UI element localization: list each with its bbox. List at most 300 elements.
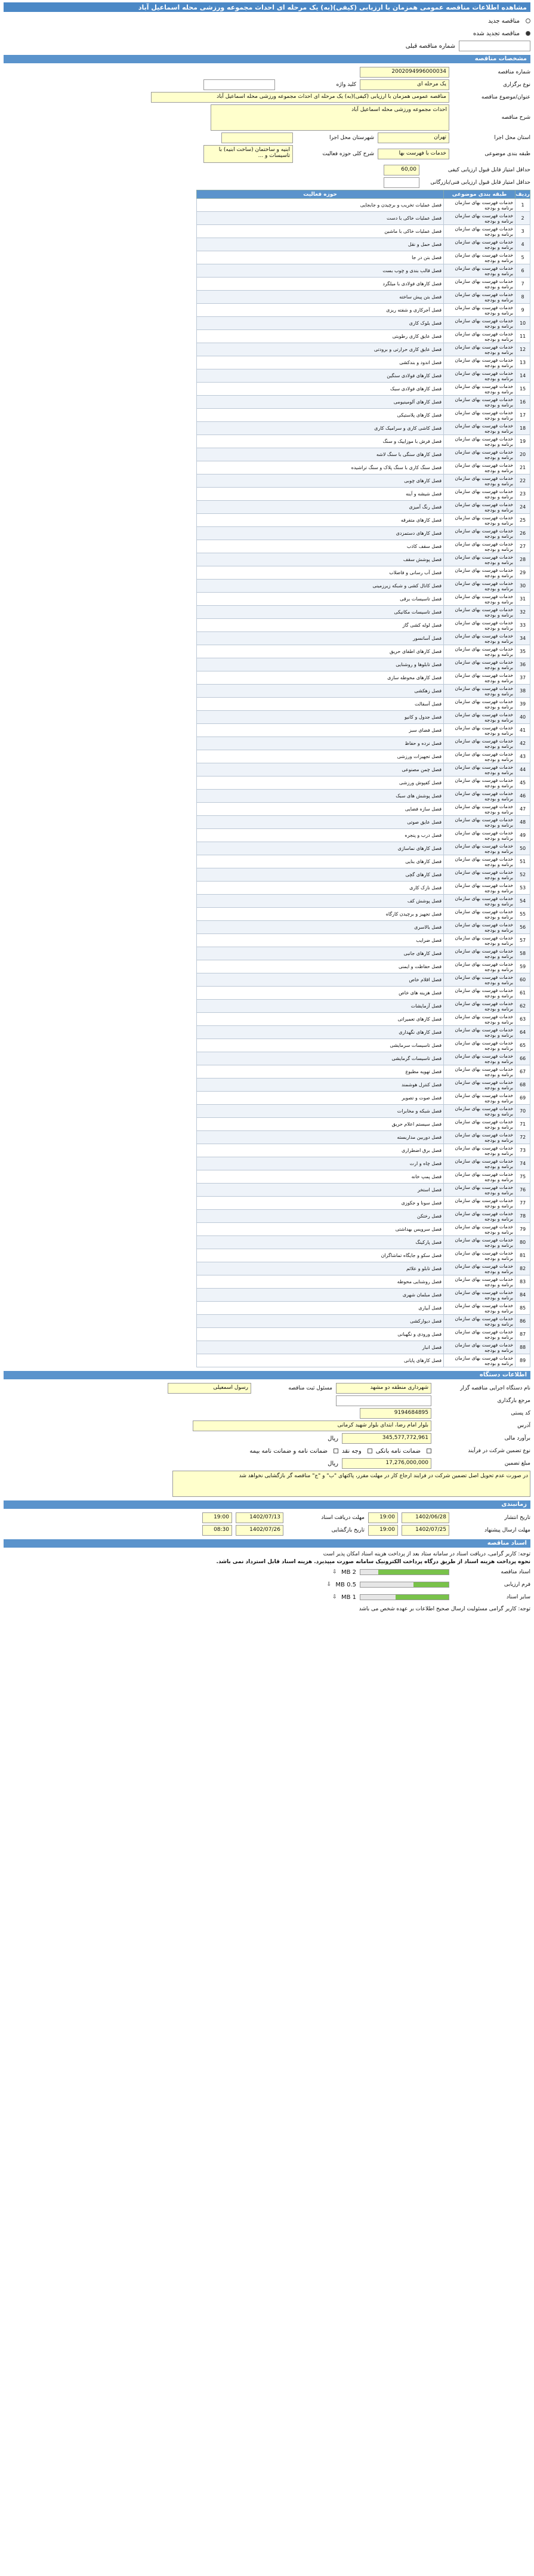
row-group: فصل عایق صوتی <box>197 816 444 829</box>
download-icon[interactable]: ⇩ <box>332 1569 337 1575</box>
row-group: فصل تهویه مطبوع <box>197 1065 444 1079</box>
row-index: 60 <box>516 973 530 987</box>
table-row <box>197 435 530 448</box>
row-index: 40 <box>516 711 530 724</box>
row-index: 37 <box>516 671 530 685</box>
row-index: 82 <box>516 1262 530 1275</box>
row-class: خدمات فهرست بهای سازمان برنامه و بودجه <box>444 1026 516 1039</box>
file1-size: 2 MB <box>341 1569 356 1576</box>
table-row <box>197 987 530 1000</box>
row-index: 52 <box>516 868 530 882</box>
org-name-label: نام دستگاه اجرایی مناقصه گزار <box>460 1385 530 1391</box>
org-address-label: آدرس <box>517 1423 530 1429</box>
row-index: 2 <box>516 212 530 225</box>
row-index: 46 <box>516 790 530 803</box>
table-row <box>197 1184 530 1197</box>
row-index: 85 <box>516 1302 530 1315</box>
header-class: طبقه بندی موضوعی <box>444 190 516 199</box>
amount-currency: ریال <box>328 1460 338 1467</box>
row-group: فصل دیوارکشی <box>197 1315 444 1328</box>
row-index: 79 <box>516 1223 530 1236</box>
guarantee-cash-checkbox[interactable] <box>368 1449 372 1453</box>
table-row <box>197 842 530 855</box>
publish-date: 1402/06/28 <box>402 1512 449 1523</box>
row-index: 28 <box>516 553 530 566</box>
opening-time: 08:30 <box>202 1525 232 1536</box>
row-group: فصل صوت و تصویر <box>197 1092 444 1105</box>
doc-deadline-label: مهلت دریافت اسناد <box>321 1515 365 1521</box>
row-class: خدمات فهرست بهای سازمان برنامه و بودجه <box>444 1354 516 1367</box>
org-address-field: بلوار امام رضا، ابتدای بلوار شهید کرمانی <box>193 1421 431 1431</box>
estimate-label: برآورد مالی <box>504 1435 530 1441</box>
row-class: خدمات فهرست بهای سازمان برنامه و بودجه <box>444 895 516 908</box>
row-group: فصل نرده و حفاظ <box>197 737 444 750</box>
guarantee-row <box>4 1446 530 1456</box>
row-group: فصل تاسیسات گرمایشی <box>197 1052 444 1065</box>
guarantee-insurance-checkbox[interactable] <box>334 1449 338 1453</box>
table-row <box>197 1144 530 1157</box>
row-group: فصل کارهای گچی <box>197 868 444 882</box>
table-row <box>197 278 530 291</box>
row-index: 27 <box>516 540 530 553</box>
row-index: 50 <box>516 842 530 855</box>
row-index: 62 <box>516 1000 530 1013</box>
row-group: فصل کارهای جانبی <box>197 947 444 960</box>
row-group: فصل کارهای فولادی سبک <box>197 383 444 396</box>
row-index: 63 <box>516 1013 530 1026</box>
row-class: خدمات فهرست بهای سازمان برنامه و بودجه <box>444 711 516 724</box>
row-index: 8 <box>516 291 530 304</box>
min-score-row <box>4 165 530 175</box>
row-class: خدمات فهرست بهای سازمان برنامه و بودجه <box>444 396 516 409</box>
row-class: خدمات فهرست بهای سازمان برنامه و بودجه <box>444 1249 516 1262</box>
row-class: خدمات فهرست بهای سازمان برنامه و بودجه <box>444 1000 516 1013</box>
row-group: فصل کاشی کاری و سرامیک کاری <box>197 422 444 435</box>
table-row <box>197 947 530 960</box>
row-group: فصل آزمایشات <box>197 1000 444 1013</box>
table-row <box>197 540 530 553</box>
row-group: فصل چاه و ارت <box>197 1157 444 1170</box>
row-index: 5 <box>516 251 530 264</box>
row-class: خدمات فهرست بهای سازمان برنامه و بودجه <box>444 645 516 658</box>
row-class: خدمات فهرست بهای سازمان برنامه و بودجه <box>444 1013 516 1026</box>
row-class: خدمات فهرست بهای سازمان برنامه و بودجه <box>444 987 516 1000</box>
table-row <box>197 448 530 461</box>
table-row <box>197 264 530 278</box>
row-group: فصل درب و پنجره <box>197 829 444 842</box>
row-class: خدمات فهرست بهای سازمان برنامه و بودجه <box>444 1223 516 1236</box>
row-group: فصل لوله کشی گاز <box>197 619 444 632</box>
row-index: 26 <box>516 527 530 540</box>
guarantee-bank-checkbox[interactable] <box>427 1449 431 1453</box>
row-index: 74 <box>516 1157 530 1170</box>
row-group: فصل تابلو و علائم <box>197 1262 444 1275</box>
row-group: فصل برق اضطراری <box>197 1144 444 1157</box>
docs-note-2: نحوه پرداخت هزینه اسناد از طریق درگاه پرداخت الکترونیک سامانه صورت میپذیرد. هزینه اسناد قابل استرداد نمی باشد. <box>216 1559 530 1565</box>
table-row <box>197 1000 530 1013</box>
table-row <box>197 291 530 304</box>
keyword-field[interactable] <box>203 79 275 90</box>
table-row <box>197 1354 530 1367</box>
file3-row <box>4 1592 530 1603</box>
previous-tender-row <box>4 41 530 51</box>
row-class: خدمات فهرست بهای سازمان برنامه و بودجه <box>444 461 516 474</box>
row-class: خدمات فهرست بهای سازمان برنامه و بودجه <box>444 737 516 750</box>
table-row <box>197 304 530 317</box>
row-class: خدمات فهرست بهای سازمان برنامه و بودجه <box>444 1341 516 1354</box>
table-row <box>197 1223 530 1236</box>
row-group: فصل فرش با موزاییک و سنگ <box>197 435 444 448</box>
row-group: فصل کارهای چوبی <box>197 474 444 488</box>
row-class: خدمات فهرست بهای سازمان برنامه و بودجه <box>444 251 516 264</box>
row-index: 72 <box>516 1131 530 1144</box>
row-group: فصل شیشه و آینه <box>197 488 444 501</box>
row-index: 39 <box>516 698 530 711</box>
row-index: 49 <box>516 829 530 842</box>
org-postal-field: 9194684895 <box>360 1408 431 1419</box>
table-row <box>197 619 530 632</box>
table-row <box>197 1275 530 1289</box>
row-index: 57 <box>516 934 530 947</box>
docs-note-1: توجه: کاربر گرامی، دریافت اسناد در سامانه ستاد بعد از پرداخت هزینه اسناد امکان پذیر است <box>323 1551 530 1557</box>
table-row <box>197 514 530 527</box>
row-index: 88 <box>516 1341 530 1354</box>
row-index: 55 <box>516 908 530 921</box>
row-index: 10 <box>516 317 530 330</box>
offer-deadline-label: مهلت ارسال پیشنهاد <box>484 1527 530 1533</box>
row-index: 77 <box>516 1197 530 1210</box>
doc-deadline-date: 1402/07/13 <box>236 1512 283 1523</box>
table-row <box>197 251 530 264</box>
description-field: احداث مجموعه ورزشی محله اسماعیل آباد <box>211 104 449 131</box>
min-score-label: حداقل امتیاز قابل قبول ارزیابی کیفی <box>447 167 530 173</box>
row-group: فصل کارهای نماسازی <box>197 842 444 855</box>
row-class: خدمات فهرست بهای سازمان برنامه و بودجه <box>444 882 516 895</box>
table-row <box>197 1039 530 1052</box>
tender-number-label: شماره مناقصه <box>498 69 530 75</box>
row-index: 43 <box>516 750 530 763</box>
keyword-label: کلید واژه <box>336 82 356 88</box>
table-row <box>197 711 530 724</box>
row-index: 64 <box>516 1026 530 1039</box>
row-index: 75 <box>516 1170 530 1184</box>
row-class: خدمات فهرست بهای سازمان برنامه و بودجه <box>444 1079 516 1092</box>
row-class: خدمات فهرست بهای سازمان برنامه و بودجه <box>444 816 516 829</box>
row-index: 41 <box>516 724 530 737</box>
table-row <box>197 606 530 619</box>
row-index: 81 <box>516 1249 530 1262</box>
tender-number-row <box>4 67 530 78</box>
table-row <box>197 1013 530 1026</box>
table-row <box>197 763 530 777</box>
table-row <box>197 501 530 514</box>
group-desc-label: شرح کلی حوزه فعالیت <box>322 151 374 157</box>
row-index: 61 <box>516 987 530 1000</box>
table-row <box>197 474 530 488</box>
row-index: 13 <box>516 356 530 369</box>
org-ref-row <box>4 1395 530 1406</box>
publish-label: تاریخ انتشار <box>504 1515 530 1521</box>
row-group: فصل سکو و جایگاه تماشاگران <box>197 1249 444 1262</box>
row-class: خدمات فهرست بهای سازمان برنامه و بودجه <box>444 1118 516 1131</box>
org-unit-label: مسئول ثبت مناقصه <box>288 1385 332 1391</box>
row-index: 76 <box>516 1184 530 1197</box>
row-class: خدمات فهرست بهای سازمان برنامه و بودجه <box>444 606 516 619</box>
row-class: خدمات فهرست بهای سازمان برنامه و بودجه <box>444 934 516 947</box>
row-index: 44 <box>516 763 530 777</box>
row-group: فصل تاسیسات مکانیکی <box>197 606 444 619</box>
table-row <box>197 1092 530 1105</box>
row-class: خدمات فهرست بهای سازمان برنامه و بودجه <box>444 1197 516 1210</box>
row-index: 14 <box>516 369 530 383</box>
table-row <box>197 816 530 829</box>
row-index: 71 <box>516 1118 530 1131</box>
section-docs: اسناد مناقصه <box>4 1539 530 1548</box>
table-row <box>197 1249 530 1262</box>
row-group: فصل پمپ خانه <box>197 1170 444 1184</box>
row-group: فصل سیستم اعلام حریق <box>197 1118 444 1131</box>
row-class: خدمات فهرست بهای سازمان برنامه و بودجه <box>444 278 516 291</box>
row-group: فصل تاسیسات برقی <box>197 593 444 606</box>
row-group: فصل عملیات تخریب و برچیدن و جابجایی <box>197 199 444 212</box>
file3-size: 1 MB <box>341 1594 356 1601</box>
row-class: خدمات فهرست بهای سازمان برنامه و بودجه <box>444 1065 516 1079</box>
row-group: فصل آسفالت <box>197 698 444 711</box>
table-row <box>197 829 530 842</box>
row-class: خدمات فهرست بهای سازمان برنامه و بودجه <box>444 960 516 973</box>
row-class: خدمات فهرست بهای سازمان برنامه و بودجه <box>444 212 516 225</box>
previous-tender-field[interactable] <box>459 41 530 51</box>
items-header-row <box>197 190 530 199</box>
org-unit-field: رسول اسمعیلی <box>168 1383 251 1394</box>
row-group: فصل اندود و بندکشی <box>197 356 444 369</box>
publish-row <box>4 1512 530 1523</box>
row-class: خدمات فهرست بهای سازمان برنامه و بودجه <box>444 199 516 212</box>
row-index: 4 <box>516 238 530 251</box>
row-class: خدمات فهرست بهای سازمان برنامه و بودجه <box>444 1092 516 1105</box>
description-label: شرح مناقصه <box>501 115 530 121</box>
row-group: فصل فضای سبز <box>197 724 444 737</box>
table-row <box>197 645 530 658</box>
row-index: 67 <box>516 1065 530 1079</box>
row-class: خدمات فهرست بهای سازمان برنامه و بودجه <box>444 304 516 317</box>
row-index: 66 <box>516 1052 530 1065</box>
row-class: خدمات فهرست بهای سازمان برنامه و بودجه <box>444 1289 516 1302</box>
row-index: 32 <box>516 606 530 619</box>
row-group: فصل سنگ کاری با سنگ پلاک و سنگ تراشیده <box>197 461 444 474</box>
row-group: فصل رنگ آمیزی <box>197 501 444 514</box>
row-index: 47 <box>516 803 530 816</box>
row-class: خدمات فهرست بهای سازمان برنامه و بودجه <box>444 488 516 501</box>
table-row <box>197 553 530 566</box>
row-index: 51 <box>516 855 530 868</box>
row-index: 18 <box>516 422 530 435</box>
row-index: 86 <box>516 1315 530 1328</box>
table-row <box>197 1105 530 1118</box>
row-group: فصل عایق کاری حرارتی و برودتی <box>197 343 444 356</box>
table-row <box>197 671 530 685</box>
row-index: 15 <box>516 383 530 396</box>
header-index: ردیف <box>516 191 530 198</box>
row-class: خدمات فهرست بهای سازمان برنامه و بودجه <box>444 501 516 514</box>
table-row <box>197 1315 530 1328</box>
row-group: فصل کارهای دستمزدی <box>197 527 444 540</box>
row-group: فصل پوشش های سبک <box>197 790 444 803</box>
publish-time: 19:00 <box>368 1512 398 1523</box>
row-class: خدمات فهرست بهای سازمان برنامه و بودجه <box>444 448 516 461</box>
row-group: فصل کارهای پایانی <box>197 1354 444 1367</box>
radio-new-icon[interactable] <box>526 19 530 23</box>
table-row <box>197 1118 530 1131</box>
org-name-row <box>4 1383 530 1394</box>
row-index: 23 <box>516 488 530 501</box>
row-class: خدمات فهرست بهای سازمان برنامه و بودجه <box>444 1328 516 1341</box>
row-group: فصل کارهای فولادی سنگین <box>197 369 444 383</box>
row-index: 6 <box>516 264 530 278</box>
row-group: فصل زهکشی <box>197 685 444 698</box>
row-group: فصل ضرایب <box>197 934 444 947</box>
row-group: فصل بلوک کاری <box>197 317 444 330</box>
radio-renewed-icon[interactable] <box>526 31 530 36</box>
row-index: 89 <box>516 1354 530 1367</box>
items-table <box>196 190 530 1367</box>
row-class: خدمات فهرست بهای سازمان برنامه و بودجه <box>444 1184 516 1197</box>
file2-progress <box>360 1582 449 1588</box>
row-group: فصل پوشش سقف <box>197 553 444 566</box>
subject-label: عنوان/موضوع مناقصه <box>481 94 530 100</box>
row-index: 3 <box>516 225 530 238</box>
row-index: 54 <box>516 895 530 908</box>
table-row <box>197 1157 530 1170</box>
row-group: فصل کنترل هوشمند <box>197 1079 444 1092</box>
row-index: 11 <box>516 330 530 343</box>
row-index: 16 <box>516 396 530 409</box>
row-group: فصل قالب بندی و چوب بست <box>197 264 444 278</box>
download-icon[interactable]: ⇩ <box>332 1594 337 1600</box>
row-class: خدمات فهرست بهای سازمان برنامه و بودجه <box>444 566 516 580</box>
row-class: خدمات فهرست بهای سازمان برنامه و بودجه <box>444 724 516 737</box>
table-row <box>197 212 530 225</box>
amount-row <box>4 1458 530 1469</box>
row-group: فصل پارکینگ <box>197 1236 444 1249</box>
row-group: فصل عملیات خاکی با ماشین <box>197 225 444 238</box>
doc-deadline-time: 19:00 <box>202 1512 232 1523</box>
table-row <box>197 868 530 882</box>
group-desc-field: ابنیه و ساختمان (ساخت ابنیه) با تاسیسات و ... <box>203 145 293 163</box>
row-group: فصل اقلام خاص <box>197 973 444 987</box>
row-index: 59 <box>516 960 530 973</box>
row-index: 12 <box>516 343 530 356</box>
row-index: 65 <box>516 1039 530 1052</box>
org-name-field: شهرداری منطقه دو مشهد <box>336 1383 431 1394</box>
row-group: فصل ورودی و نگهبانی <box>197 1328 444 1341</box>
row-class: خدمات فهرست بهای سازمان برنامه و بودجه <box>444 790 516 803</box>
row-index: 78 <box>516 1210 530 1223</box>
row-group: فصل بتن پیش ساخته <box>197 291 444 304</box>
row-group: فصل کارهای بنایی <box>197 855 444 868</box>
row-class: خدمات فهرست بهای سازمان برنامه و بودجه <box>444 225 516 238</box>
table-row <box>197 777 530 790</box>
table-row <box>197 724 530 737</box>
row-index: 24 <box>516 501 530 514</box>
row-class: خدمات فهرست بهای سازمان برنامه و بودجه <box>444 527 516 540</box>
download-icon[interactable]: ⇩ <box>326 1582 332 1588</box>
table-row <box>197 199 530 212</box>
row-group: فصل سونا و جکوزی <box>197 1197 444 1210</box>
table-row <box>197 921 530 934</box>
table-row <box>197 527 530 540</box>
table-row <box>197 1341 530 1354</box>
table-row <box>197 973 530 987</box>
row-group: فصل آب رسانی و فاضلاب <box>197 566 444 580</box>
row-class: خدمات فهرست بهای سازمان برنامه و بودجه <box>444 264 516 278</box>
row-class: خدمات فهرست بهای سازمان برنامه و بودجه <box>444 383 516 396</box>
finance-desc-field: در صورت عدم تحویل اصل تضمین شرکت در فرایند ارجاع کار در مهلت مقرر، پاکتهای "ب" و "ج" مناقصه گر بازگشایی نخواهد شد <box>172 1471 530 1497</box>
row-index: 68 <box>516 1079 530 1092</box>
location-row <box>4 133 530 143</box>
row-index: 73 <box>516 1144 530 1157</box>
row-group: فصل آبیاری <box>197 1302 444 1315</box>
table-row <box>197 803 530 816</box>
row-group: فصل کانال کشی و شبکه زیرزمینی <box>197 580 444 593</box>
city-field <box>221 133 293 143</box>
row-index: 30 <box>516 580 530 593</box>
auction-type-options <box>4 16 530 26</box>
row-group: فصل رختکن <box>197 1210 444 1223</box>
row-class: خدمات فهرست بهای سازمان برنامه و بودجه <box>444 1144 516 1157</box>
row-index: 53 <box>516 882 530 895</box>
table-row <box>197 356 530 369</box>
row-class: خدمات فهرست بهای سازمان برنامه و بودجه <box>444 1236 516 1249</box>
finance-desc-row <box>4 1471 530 1497</box>
row-class: خدمات فهرست بهای سازمان برنامه و بودجه <box>444 514 516 527</box>
table-row <box>197 1289 530 1302</box>
row-class: خدمات فهرست بهای سازمان برنامه و بودجه <box>444 973 516 987</box>
subject-row <box>4 92 530 103</box>
option-renewed-label: مناقصه تجدید شده <box>473 30 520 37</box>
row-index: 70 <box>516 1105 530 1118</box>
table-row <box>197 882 530 895</box>
org-postal-row <box>4 1408 530 1419</box>
row-group: فصل تجهیز و برچیدن کارگاه <box>197 908 444 921</box>
table-row <box>197 934 530 947</box>
row-index: 35 <box>516 645 530 658</box>
row-index: 34 <box>516 632 530 645</box>
row-index: 20 <box>516 448 530 461</box>
row-group: فصل آسانسور <box>197 632 444 645</box>
tender-type-row <box>4 79 530 90</box>
org-ref-label: مرجع بارگذاری <box>497 1398 530 1404</box>
row-class: خدمات فهرست بهای سازمان برنامه و بودجه <box>444 330 516 343</box>
row-group: فصل دوربین مداربسته <box>197 1131 444 1144</box>
table-row <box>197 908 530 921</box>
row-class: خدمات فهرست بهای سازمان برنامه و بودجه <box>444 1170 516 1184</box>
guarantee-cash-label: وجه نقد <box>342 1447 362 1455</box>
row-class: خدمات فهرست بهای سازمان برنامه و بودجه <box>444 343 516 356</box>
option-new-label: مناقصه جدید <box>488 17 520 24</box>
table-row <box>197 1262 530 1275</box>
province-field: تهران <box>378 133 449 143</box>
row-class: خدمات فهرست بهای سازمان برنامه و بودجه <box>444 356 516 369</box>
file2-label: فرم ارزیابی <box>504 1582 530 1588</box>
table-row <box>197 461 530 474</box>
row-class: خدمات فهرست بهای سازمان برنامه و بودجه <box>444 317 516 330</box>
table-row <box>197 1328 530 1341</box>
row-class: خدمات فهرست بهای سازمان برنامه و بودجه <box>444 685 516 698</box>
table-row <box>197 317 530 330</box>
row-group: فصل چمن مصنوعی <box>197 763 444 777</box>
row-class: خدمات فهرست بهای سازمان برنامه و بودجه <box>444 868 516 882</box>
